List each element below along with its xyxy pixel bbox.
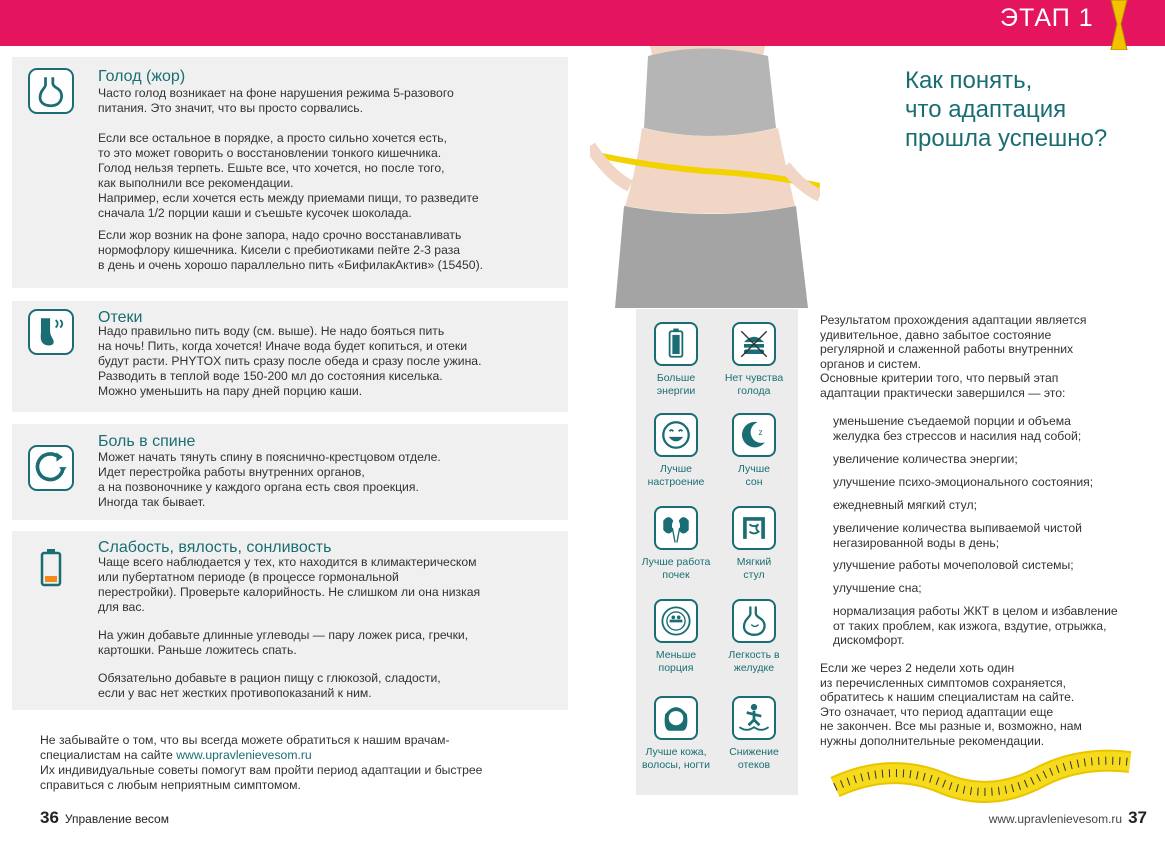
card-text: Чаще всего наблюдается у тех, кто находится в климактерическом или пубертатном периоде (в процессе гормональной перестройки). Проверьте калорийность. Не слишком ли она низкая для вас. bbox=[98, 555, 481, 614]
card-text: Если все остальное в порядке, а просто сильно хочется есть, то это может говорить о восстановлении тонкого кишечника. Голод нельзя терпеть. Ешьте все, что хочется, но после того, как выполнили все рекомендации. Например, если хочется есть между приемами пищи, то разведите сначала 1/2 порции каши и съешьте кусочек шоколада. bbox=[98, 131, 479, 220]
smile-icon bbox=[654, 413, 698, 457]
criteria-item: уменьшение съедаемой порции и объема желудка без стрессов и насилия над собой; bbox=[833, 414, 1082, 443]
benefit-label: Меньше порция bbox=[655, 649, 697, 674]
card-text: Часто голод возникает на фоне нарушения режима 5-разового питания. Это значит, что вы просто сорвались. bbox=[98, 86, 454, 115]
benefit-label: Легкость в желудке bbox=[728, 649, 780, 674]
benefit-label: Лучше кожа, волосы, ногти bbox=[642, 746, 710, 771]
intro-text: Результатом прохождения адаптации является удивительное, давно забытое состояние регулярной и слаженной работы внутренних органов и систем. Основные критерии того, что первый этап адаптации практически завершился — это: bbox=[820, 313, 1087, 400]
card-text: Надо правильно пить воду (см. выше). Не надо бояться пить на ночь! Пить, когда хочется! Иначе вода будет копиться, и отеки будут расти. PHYTOX пить сразу после обеда и сразу после ужина. Разводить в теплой воде 150-200 мл до состояния киселька. Можно уменьшить на пару дней порцию каши. bbox=[98, 324, 482, 398]
note-line: специалистам на сайте www.upravlenievesom.ru bbox=[40, 748, 312, 762]
contact-note bbox=[40, 733, 560, 793]
benefit-label: Мягкий стул bbox=[736, 556, 772, 581]
benefit-tile bbox=[714, 599, 794, 675]
card-title: Боль в спине bbox=[98, 433, 196, 450]
benefit-label: Лучше настроение bbox=[647, 463, 705, 488]
footer-left bbox=[40, 808, 169, 828]
card-title: Отеки bbox=[98, 309, 143, 326]
woman-head-icon bbox=[654, 696, 698, 740]
criteria-item: увеличение количества энергии; bbox=[833, 452, 1018, 466]
measuring-tape-decoration bbox=[830, 742, 1150, 812]
card-title: Слабость, вялость, сонливость bbox=[98, 539, 332, 556]
benefit-tile bbox=[636, 696, 716, 772]
card-weakness bbox=[12, 531, 568, 710]
swollen-feet-icon bbox=[28, 309, 74, 355]
woman-waist-photo bbox=[590, 46, 820, 308]
benefits-grid bbox=[636, 309, 798, 795]
benefit-tile bbox=[636, 599, 716, 675]
card-hunger bbox=[12, 57, 568, 288]
card-text: Обязательно добавьте в рацион пищу с глюкозой, сладости, если у вас нет жестких противопоказаний к ним. bbox=[98, 671, 441, 700]
card-text: Если жор возник на фоне запора, надо срочно восстанавливать нормофлору кишечника. Кисели с пребиотиками пейте 2-3 раза в день и очень хорошо параллельно пить «БифилакАктив» (15450). bbox=[98, 228, 484, 272]
criteria-item: улучшение работы мочеполовой системы; bbox=[833, 558, 1074, 572]
closing-text: Если же через 2 недели хоть один из перечисленных симптомов сохраняется, обратитесь к нашим специалистам на сайте. Это означает, что период адаптации еще не закончен. Все мы разные и, возможно, нам нужны дополнительные рекомендации. bbox=[820, 661, 1082, 748]
plate-icon bbox=[654, 599, 698, 643]
back-pain-icon bbox=[28, 445, 74, 491]
criteria-item: увеличение количества выпиваемой чистой негазированной воды в день; bbox=[833, 521, 1082, 550]
happy-stomach-icon bbox=[732, 599, 776, 643]
full-battery-icon bbox=[654, 322, 698, 366]
page-number: 36 bbox=[40, 808, 59, 827]
criteria-item: ежедневный мягкий стул; bbox=[833, 498, 977, 512]
criteria-item: улучшение сна; bbox=[833, 581, 922, 595]
page-number: 37 bbox=[1128, 808, 1147, 827]
low-battery-icon bbox=[28, 545, 74, 591]
intestine-icon bbox=[732, 506, 776, 550]
benefit-label: Больше энергии bbox=[656, 372, 696, 397]
benefit-tile bbox=[636, 322, 716, 398]
benefit-tile bbox=[714, 322, 794, 398]
kidneys-icon bbox=[654, 506, 698, 550]
criteria-item: нормализация работы ЖКТ в целом и избавление от таких проблем, как изжога, вздутие, отрыжка, дискомфорт. bbox=[833, 604, 1118, 647]
card-title: Голод (жор) bbox=[98, 68, 186, 85]
criteria-item: улучшение психо-эмоционального состояния; bbox=[833, 475, 1094, 489]
section-question: Как понять, что адаптация прошла успешно? bbox=[905, 67, 1108, 152]
card-edema bbox=[12, 301, 568, 412]
header-bar bbox=[0, 0, 1165, 46]
note-line: Не забывайте о том, что вы всегда можете обратиться к нашим врачам- bbox=[40, 733, 450, 747]
note-line: Их индивидуальные советы помогут вам пройти период адаптации и быстрее справиться с любым неприятным симптомом. bbox=[40, 763, 483, 792]
magazine-title: Управление весом bbox=[64, 812, 169, 826]
card-text: На ужин добавьте длинные углеводы — пару ложек риса, гречки, картошки. Раньше ложитесь спать. bbox=[98, 628, 469, 657]
benefit-label: Лучше работа почек bbox=[641, 556, 711, 581]
swimmer-icon bbox=[732, 696, 776, 740]
benefit-tile bbox=[714, 413, 794, 489]
benefit-label: Лучше сон bbox=[738, 463, 770, 488]
benefit-tile bbox=[714, 506, 794, 582]
card-text: Может начать тянуть спину в пояснично-крестцовом отделе. Идет перестройка работы внутренних органов, а на позвоночнике у каждого органа есть своя проекция. Иногда так бывает. bbox=[98, 450, 441, 509]
benefit-tile bbox=[636, 506, 716, 582]
svg-text:z: z bbox=[758, 428, 763, 437]
stomach-icon bbox=[28, 68, 74, 114]
site-url[interactable]: www.upravlenievesom.ru bbox=[988, 812, 1123, 826]
stage-title: ЭТАП 1 bbox=[1000, 4, 1094, 32]
benefit-label: Снижение отеков bbox=[729, 746, 779, 771]
card-back-pain bbox=[12, 424, 568, 520]
benefit-tile bbox=[636, 413, 716, 489]
moon-icon bbox=[732, 413, 776, 457]
benefit-label: Нет чувства голода bbox=[724, 372, 784, 397]
no-burger-icon bbox=[732, 322, 776, 366]
measuring-tape-icon bbox=[1108, 0, 1130, 50]
benefit-tile bbox=[714, 696, 794, 772]
site-link[interactable]: www.upravlenievesom.ru bbox=[176, 748, 312, 762]
